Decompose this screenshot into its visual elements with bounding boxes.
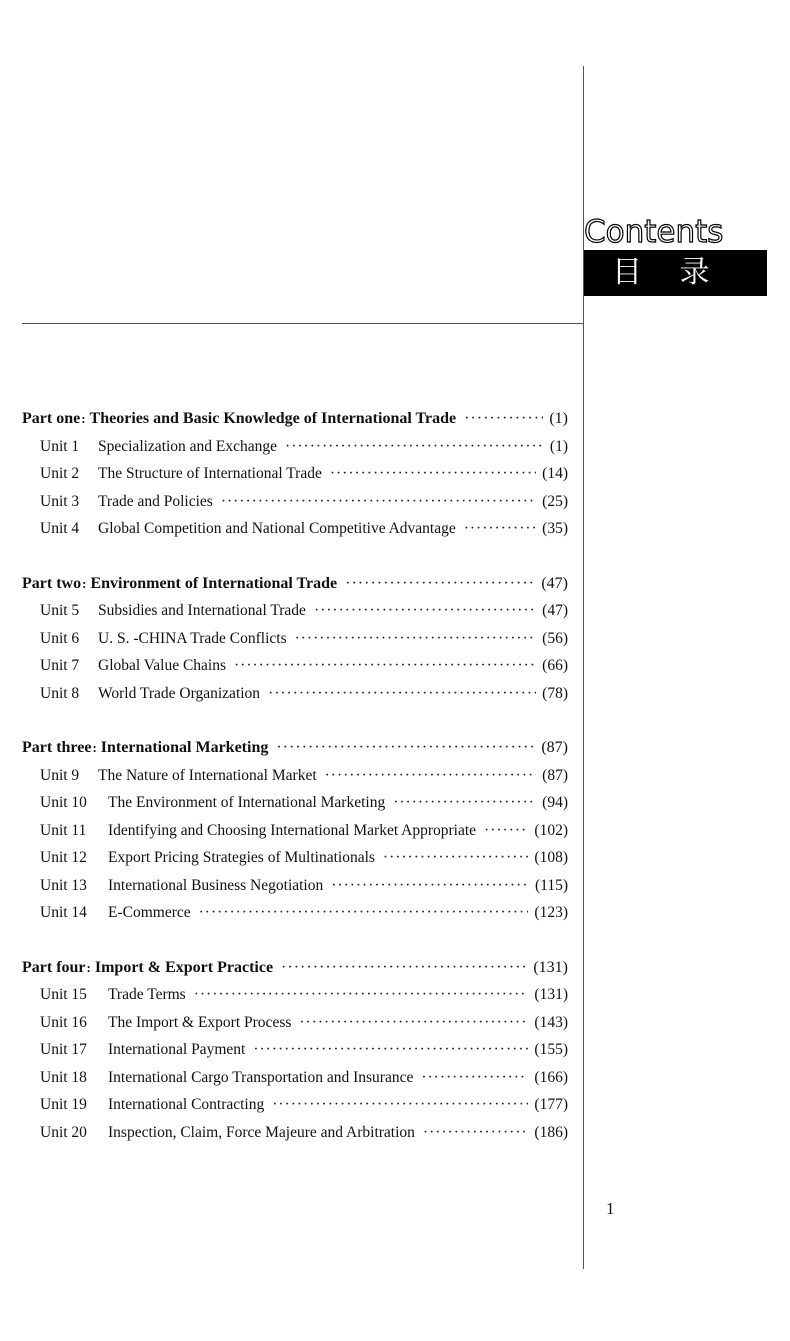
dot-leader (421, 1064, 528, 1092)
dot-leader (484, 817, 528, 845)
unit-row[interactable] (22, 460, 568, 488)
page-ref: (131) (533, 958, 568, 976)
part-label: Part one (22, 410, 81, 427)
unit-label: Unit 10 (40, 794, 87, 811)
horizontal-rule (22, 323, 584, 324)
part-separator: : (82, 575, 87, 591)
unit-row[interactable] (22, 1036, 568, 1064)
dot-leader (194, 981, 529, 1009)
dot-leader (234, 652, 536, 680)
toc-part (22, 405, 568, 543)
unit-row[interactable] (22, 488, 568, 516)
unit-title: E-Commerce (108, 904, 191, 921)
page-ref: (87) (542, 766, 568, 784)
page-ref: (166) (534, 1068, 568, 1086)
unit-row[interactable] (22, 817, 568, 845)
page-ref: (47) (542, 602, 568, 619)
unit-title: Trade and Policies (98, 492, 213, 510)
unit-label: Unit 18 (40, 1068, 87, 1086)
unit-title: International Cargo Transportation and Insurance (108, 1068, 414, 1086)
unit-title: Global Competition and National Competitive Advantage (98, 520, 456, 537)
unit-label: Unit 12 (40, 849, 87, 866)
dot-leader (199, 899, 529, 927)
dot-leader (330, 460, 536, 488)
page-number: 1 (606, 1199, 615, 1218)
page-ref: (87) (541, 739, 568, 756)
page-ref: (143) (534, 1013, 568, 1031)
unit-label: Unit 1 (40, 437, 80, 455)
unit-title: The Import & Export Process (108, 1013, 292, 1031)
unit-row[interactable] (22, 625, 568, 653)
unit-label: Unit 16 (40, 1013, 87, 1031)
toc-part (22, 734, 568, 927)
unit-title: International Contracting (108, 1096, 265, 1113)
unit-title: International Business Negotiation (108, 876, 324, 894)
page-ref: (66) (542, 657, 568, 674)
unit-title: World Trade Organization (98, 684, 261, 702)
unit-row[interactable] (22, 515, 568, 543)
unit-title: International Payment (108, 1041, 246, 1058)
part-label: Part three (22, 739, 92, 756)
unit-title: Trade Terms (108, 986, 186, 1003)
unit-label: Unit 17 (40, 1041, 87, 1058)
unit-label: Unit 2 (40, 465, 80, 482)
part-title: Theories and Basic Knowledge of International Trade (89, 410, 457, 427)
unit-row[interactable] (22, 789, 568, 817)
table-of-contents (22, 405, 568, 1146)
dot-leader (314, 597, 536, 625)
unit-row[interactable] (22, 872, 568, 900)
unit-title: U. S. -CHINA Trade Conflicts (98, 629, 287, 647)
unit-row[interactable] (22, 899, 568, 927)
page-ref: (1) (549, 437, 568, 455)
part-label: Part four (22, 958, 86, 976)
page-ref: (35) (542, 520, 568, 537)
unit-row[interactable] (22, 680, 568, 708)
unit-row[interactable] (22, 1119, 568, 1147)
page-ref: (155) (534, 1041, 568, 1058)
part-separator: : (81, 411, 86, 426)
dot-leader (464, 515, 536, 543)
unit-title: Inspection, Claim, Force Majeure and Arbitration (108, 1123, 415, 1141)
page-ref: (1) (549, 410, 568, 427)
unit-row[interactable] (22, 652, 568, 680)
unit-label: Unit 13 (40, 876, 87, 894)
unit-label: Unit 6 (40, 629, 80, 647)
unit-label: Unit 20 (40, 1123, 87, 1141)
unit-row[interactable] (22, 1009, 568, 1037)
page-ref: (115) (535, 876, 568, 894)
unit-row[interactable] (22, 981, 568, 1009)
unit-label: Unit 14 (40, 904, 87, 921)
unit-title: The Environment of International Marketing (108, 794, 386, 811)
unit-title: Global Value Chains (98, 657, 227, 674)
unit-row[interactable] (22, 597, 568, 625)
dot-leader (345, 570, 535, 598)
unit-label: Unit 19 (40, 1096, 87, 1113)
page-ref: (186) (534, 1123, 568, 1141)
unit-label: Unit 8 (40, 684, 80, 702)
part-separator: : (86, 959, 91, 975)
page-ref: (78) (542, 684, 568, 702)
dot-leader (295, 625, 537, 653)
unit-label: Unit 15 (40, 986, 87, 1003)
page-ref: (94) (542, 794, 568, 811)
chinese-heading: 目 录 (612, 255, 724, 290)
unit-row[interactable] (22, 1091, 568, 1119)
unit-title: Subsidies and International Trade (98, 602, 306, 619)
part-label: Part two (22, 574, 82, 592)
part-separator: : (92, 740, 97, 755)
unit-title: Specialization and Exchange (98, 437, 278, 455)
unit-title: Identifying and Choosing International Market Appropriate (108, 821, 477, 839)
dot-leader (276, 734, 535, 762)
part-title: Import & Export Practice (94, 958, 274, 976)
unit-label: Unit 4 (40, 520, 80, 537)
chinese-heading-bar (584, 250, 767, 296)
part-heading-row[interactable] (22, 954, 568, 982)
dot-leader (423, 1119, 529, 1147)
dot-leader (383, 844, 529, 872)
part-title: International Marketing (100, 739, 269, 756)
unit-label: Unit 7 (40, 657, 80, 674)
dot-leader (325, 762, 537, 790)
unit-label: Unit 5 (40, 602, 80, 619)
part-heading-row[interactable] (22, 734, 568, 762)
dot-leader (268, 680, 536, 708)
dot-leader (281, 954, 527, 982)
page-ref: (123) (534, 904, 568, 921)
page-ref: (56) (542, 629, 568, 647)
dot-leader (331, 872, 529, 900)
dot-leader (393, 789, 536, 817)
unit-row[interactable] (22, 433, 568, 461)
page-ref: (131) (534, 986, 568, 1003)
toc-part (22, 954, 568, 1147)
unit-row[interactable] (22, 1064, 568, 1092)
unit-title: Export Pricing Strategies of Multinationals (108, 849, 375, 866)
dot-leader (253, 1036, 528, 1064)
unit-row[interactable] (22, 762, 568, 790)
dot-leader (464, 405, 543, 433)
unit-label: Unit 3 (40, 492, 80, 510)
part-heading-row[interactable] (22, 405, 568, 433)
dot-leader (221, 488, 536, 516)
unit-title: The Structure of International Trade (98, 465, 322, 482)
page-ref: (102) (534, 821, 568, 839)
contents-heading: Contents (584, 214, 724, 250)
toc-part (22, 570, 568, 708)
part-heading-row[interactable] (22, 570, 568, 598)
page-ref: (108) (534, 849, 568, 866)
unit-title: The Nature of International Market (98, 766, 317, 784)
dot-leader (272, 1091, 528, 1119)
dot-leader (299, 1009, 528, 1037)
page-ref: (177) (534, 1096, 568, 1113)
unit-row[interactable] (22, 844, 568, 872)
unit-label: Unit 9 (40, 766, 80, 784)
page-ref: (25) (542, 492, 568, 510)
part-title: Environment of International Trade (90, 574, 338, 592)
unit-label: Unit 11 (40, 821, 87, 839)
page-ref: (47) (541, 574, 568, 592)
page-ref: (14) (542, 465, 568, 482)
dot-leader (285, 433, 544, 461)
